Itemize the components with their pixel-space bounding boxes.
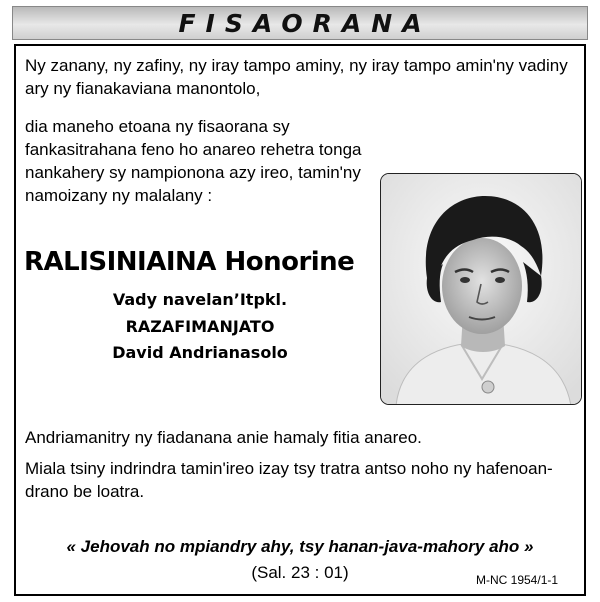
closing-paragraph-1: Andriamanitry ny fiadanana anie hamaly fitia anareo. (25, 428, 422, 447)
bible-verse-quote: « Jehovah no mpiandry ahy, tsy hanan-java-mahory aho » (66, 537, 534, 556)
relation-line: Vady navelan’Itpkl. (112, 290, 288, 309)
bible-verse-reference: (Sal. 23 : 01) (251, 563, 349, 582)
notice-code: M-NC 1954/1-1 (476, 573, 559, 587)
page-title: FISAORANA (178, 8, 432, 38)
portrait-photo-icon (381, 174, 582, 405)
portrait-photo (380, 173, 582, 405)
closing-paragraph-2: Miala tsiny indrindra tamin'ireo izay tsy tratra antso noho ny hafenoan-drano be loatra. (25, 459, 553, 501)
header-bar (12, 6, 588, 40)
spouse-given-names: David Andrianasolo (112, 343, 288, 362)
spouse-surname: RAZAFIMANJATO (125, 317, 275, 336)
intro-paragraph-1: Ny zanany, ny zafiny, ny iray tampo aminy, ny iray tampo amin'ny vadiny ary ny fianakaviana manontolo, (25, 56, 568, 98)
intro-paragraph-2-text: dia maneho etoana ny fisaorana sy fankasitrahana feno ho anareo rehetra tonga nankahery sy nampionona azy ireo, tamin'ny namoizany ny malalany : (25, 117, 362, 205)
deceased-name: RALISINIAINA Honorine (24, 247, 355, 277)
